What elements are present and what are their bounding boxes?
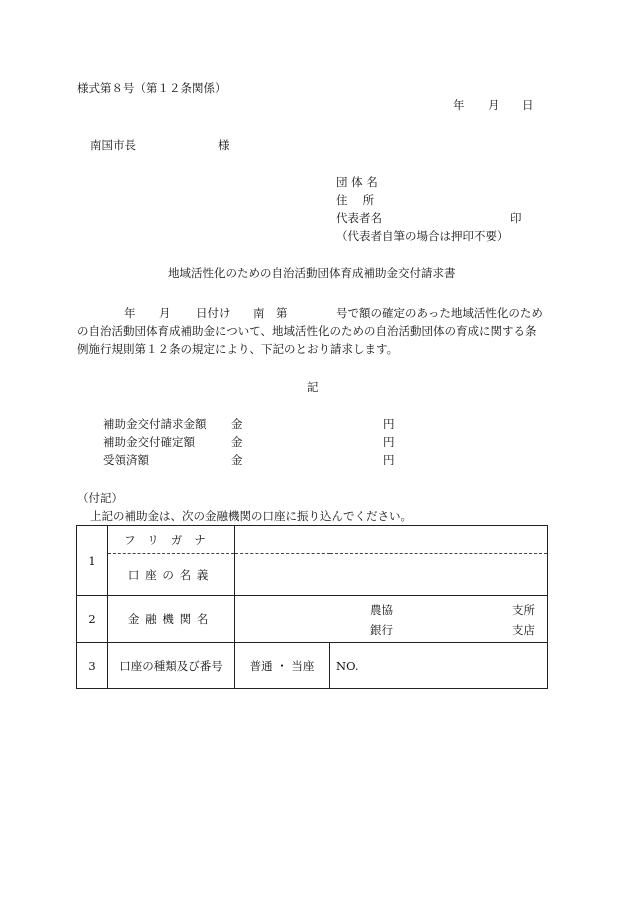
body-year: 年 <box>124 306 136 320</box>
account-name-field[interactable] <box>235 554 548 596</box>
body-no: 第 <box>276 306 288 320</box>
body-line2: の自治活動団体育成補助金について、地域活性化のための自治活動団体の育成に関する条 <box>77 324 537 338</box>
document-title: 地域活性化のための自治活動団体育成補助金交付請求書 <box>168 266 456 280</box>
address-label: 住 所 <box>336 193 375 207</box>
ki-heading: 記 <box>307 380 319 394</box>
amount-yen: 円 <box>383 435 395 449</box>
furigana-label: フリガナ <box>108 526 235 554</box>
shiten-text: 支店 <box>512 623 535 637</box>
no-label: NO. <box>336 658 359 673</box>
ginko-text: 銀行 <box>370 623 393 637</box>
account-type-choice[interactable]: 普通 ・ 当座 <box>235 643 330 689</box>
date-month: 月 <box>488 98 500 112</box>
amount-kin: 金 <box>231 435 243 449</box>
appendix-text: 上記の補助金は、次の金融機関の口座に振り込んでください。 <box>90 509 412 523</box>
amount-kin: 金 <box>231 453 243 467</box>
amount-label: 受領済額 <box>103 453 149 467</box>
institution-label: 金融機関名 <box>108 596 235 643</box>
addressee-name: 南国市長 <box>90 138 136 152</box>
amount-yen: 円 <box>383 417 395 431</box>
appendix-heading: （付記） <box>77 491 123 505</box>
amount-label: 補助金交付確定額 <box>103 435 195 449</box>
group-name-label: 団 体 名 <box>336 175 378 189</box>
seal-note: （代表者自筆の場合は押印不要） <box>336 229 509 243</box>
addressee-honorific: 様 <box>218 138 230 152</box>
amount-label: 補助金交付請求金額 <box>103 417 207 431</box>
account-name-label: 口座の名義 <box>108 554 235 596</box>
body-city: 南 <box>253 306 265 320</box>
seal-mark: 印 <box>510 211 522 225</box>
account-type-label: 口座の種類及び番号 <box>108 643 235 689</box>
amount-yen: 円 <box>383 453 395 467</box>
body-date: 日付け <box>196 306 231 320</box>
furigana-field[interactable] <box>235 526 548 554</box>
shisho-text: 支所 <box>512 603 535 617</box>
representative-label: 代表者名 <box>336 211 382 225</box>
institution-field[interactable] <box>235 596 548 643</box>
date-day: 日 <box>522 98 534 112</box>
bank-account-table <box>76 525 548 689</box>
body-line3: 例施行規則第１２条の規定により、下記のとおり請求します。 <box>77 342 399 356</box>
body-line1-rest: 号で額の確定のあった地域活性化のため <box>336 306 543 320</box>
row-number: 3 <box>77 643 108 689</box>
nokyo-text: 農協 <box>370 603 393 617</box>
row-number: 1 <box>77 526 108 596</box>
body-month: 月 <box>159 306 171 320</box>
row-number: 2 <box>77 596 108 643</box>
account-number-field[interactable] <box>330 643 548 689</box>
form-number: 様式第８号（第１２条関係） <box>77 81 227 95</box>
date-year: 年 <box>453 98 465 112</box>
amount-kin: 金 <box>231 417 243 431</box>
